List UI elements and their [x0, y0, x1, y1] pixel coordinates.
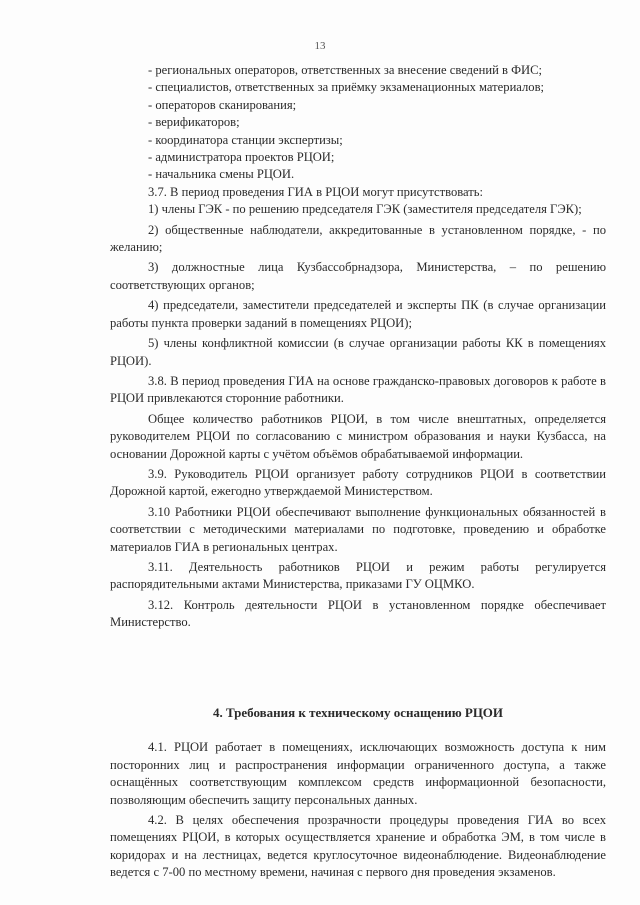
paragraph-3-7-3: 3) должностные лица Кузбассобрнадзора, Министерства, – по решению соответствующих органов; [110, 260, 606, 292]
paragraph-3-10: 3.10 Работники РЦОИ обеспечивают выполнение функциональных обязанностей в соответствии с методическими материалами по подготовке, проведению и обработке материалов ГИА в региональных центрах. [110, 504, 606, 554]
list-item: - региональных операторов, ответственных за внесение сведений в ФИС; [148, 63, 543, 77]
paragraph-4-2: 4.2. В целях обеспечения прозрачности процедуры проведения ГИА во всех помещениях РЦОИ, в которых осуществляется хранение и обработка ЭМ, в том числе в коридорах и на лестницах, ведется круглосуточное видеонаблюдение. Видеонаблюдение ведется с 7-00 по местному времени, начиная с первого дня проведения экзаменов. [110, 813, 606, 880]
paragraph-staff-count: Общее количество работников РЦОИ, в том числе внештатных, определяется руководителем РЦОИ по согласованию с министром образования и науки Кузбасса, на основании Дорожной карты с учётом объёмов обрабатываемой информации. [110, 411, 606, 461]
section-heading: 4. Требования к техническому оснащению РЦОИ [212, 705, 504, 720]
paragraph-3-7-4: 4) председатели, заместители председателей и эксперты ПК (в случае организации работы пункта проверки заданий в помещениях РЦОИ); [110, 298, 606, 330]
paragraph-3-7-5: 5) члены конфликтной комиссии (в случае организации работы КК в помещениях РЦОИ). [110, 336, 606, 368]
list-item: - координатора станции экспертизы; [148, 132, 343, 147]
list-item: - операторов сканирования; [148, 97, 297, 112]
paragraph-3-7: 3.7. В период проведения ГИА в РЦОИ могут присутствовать: [148, 184, 484, 199]
list-item: - специалистов, ответственных за приёмку экзаменационных материалов; [148, 80, 545, 95]
paragraph-3-12: 3.12. Контроль деятельности РЦОИ в установленном порядке обеспечивает Министерство. [110, 597, 606, 630]
paragraph-3-7-1: 1) члены ГЭК - по решению председателя ГЭК (заместителя председателя ГЭК); [148, 202, 582, 217]
paragraph-4-1: 4.1. РЦОИ работает в помещениях, исключающих возможность доступа к ним посторонних лиц и распространения информации ограниченного доступа, а также оснащённых соответствующим комплексом средств информационной безопасности, позволяющим обеспечить защиту персональных данных. [110, 740, 606, 807]
page-number: 13 [314, 40, 326, 52]
paragraph-3-9: 3.9. Руководитель РЦОИ организует работу сотрудников РЦОИ в соответствии Дорожной картой, ежегодно утверждаемой Министерством. [110, 466, 606, 499]
list-item: - верификаторов; [148, 115, 240, 130]
section-4 [110, 686, 606, 882]
paragraph-3-7-2: 2) общественные наблюдатели, аккредитованные в установленном порядке, - по желанию; [110, 222, 606, 255]
paragraph-3-11: 3.11. Деятельность работников РЦОИ и режим работы регулируется распорядительными актами Министерства, приказами ГУ ОЦМКО. [110, 559, 606, 592]
section-3-body [110, 62, 606, 632]
paragraph-3-8: 3.8. В период проведения ГИА на основе гражданско-правовых договоров к работе в РЦОИ привлекаются сторонние работники. [110, 373, 606, 406]
list-item: - начальника смены РЦОИ. [148, 167, 295, 182]
list-item: - администратора проектов РЦОИ; [148, 150, 335, 165]
